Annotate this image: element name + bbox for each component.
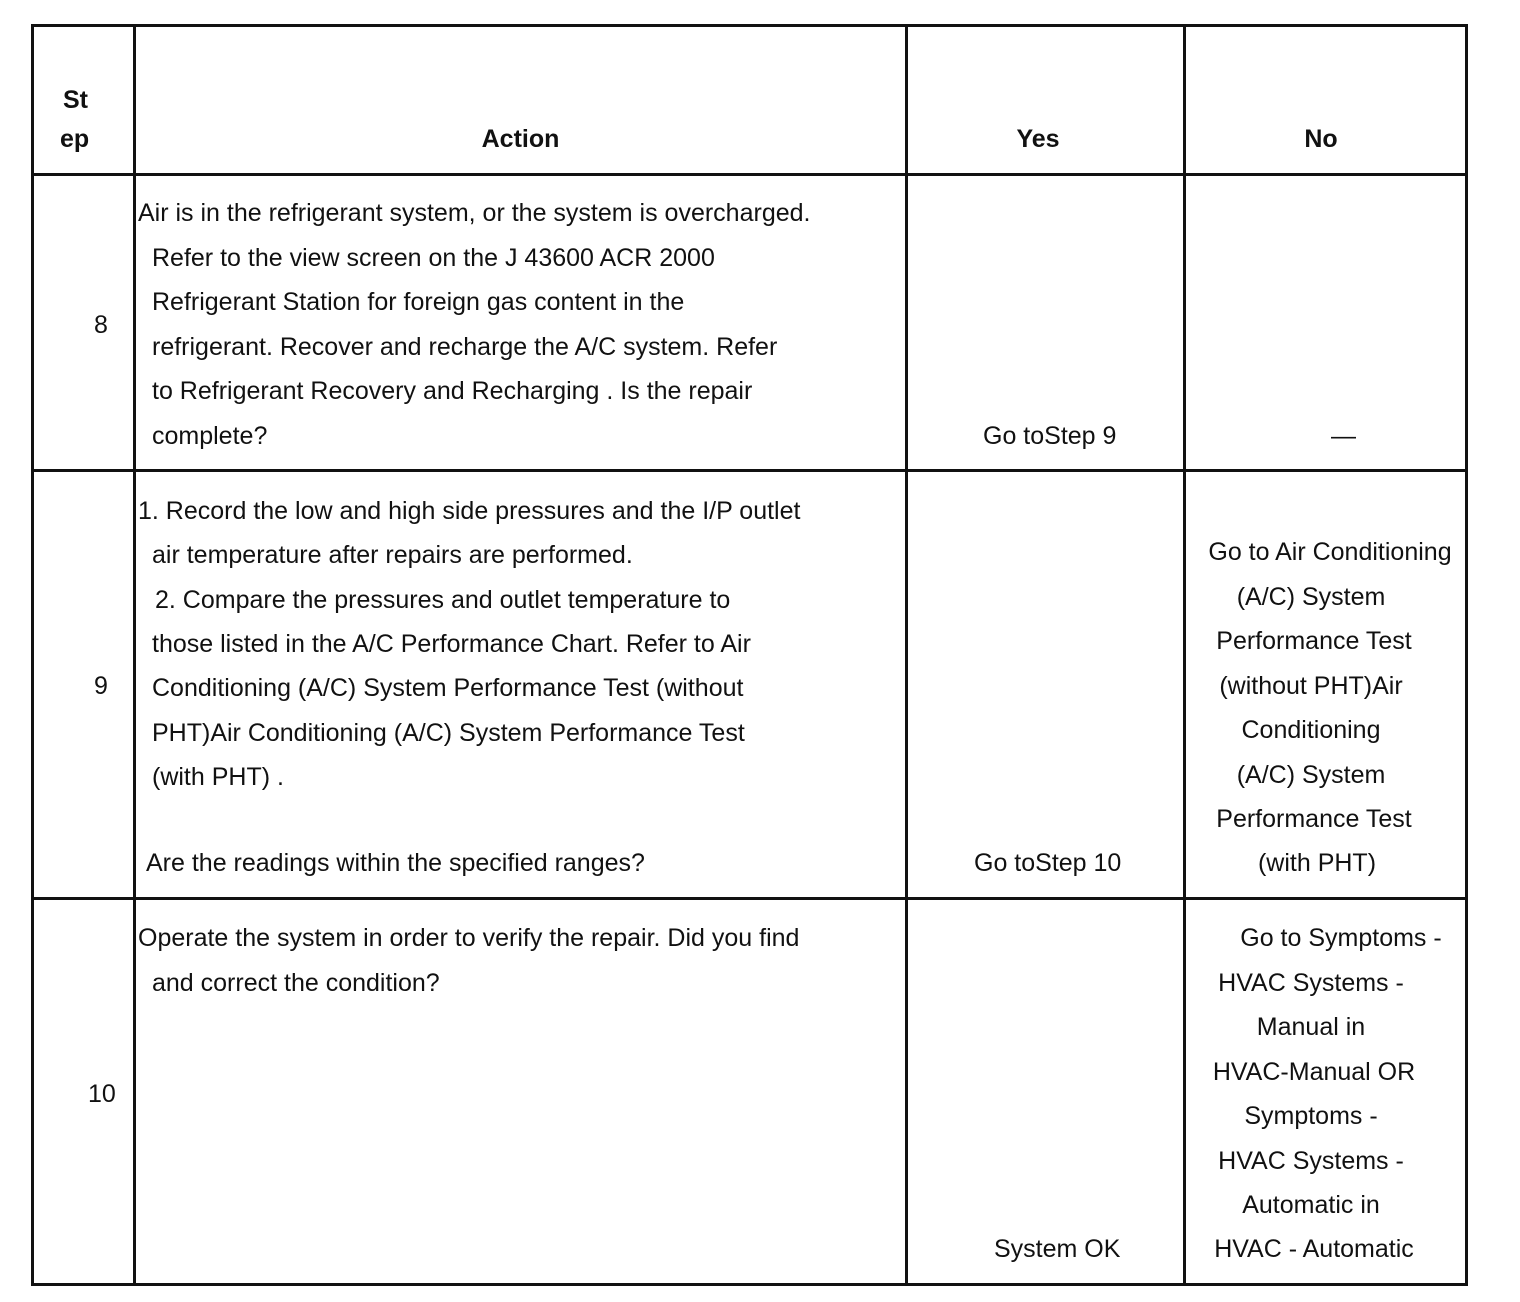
no-line: HVAC - Automatic <box>1214 1235 1414 1263</box>
no-line: (A/C) System <box>1236 761 1386 789</box>
no-line: Automatic in <box>1242 1191 1380 1219</box>
row-divider <box>31 469 1468 472</box>
row-divider <box>31 897 1468 900</box>
action-line: and correct the condition? <box>152 969 440 997</box>
table-border-right <box>1465 24 1468 1286</box>
action-line: (with PHT) . <box>152 763 284 791</box>
column-divider <box>133 24 136 1286</box>
action-line: air temperature after repairs are performed. <box>152 541 633 569</box>
column-divider <box>905 24 908 1286</box>
action-line: complete? <box>152 422 268 450</box>
table-border-bottom <box>31 1283 1468 1286</box>
no-result: — <box>1331 422 1356 450</box>
action-question: Are the readings within the specified ranges? <box>146 849 645 877</box>
no-line: Performance Test <box>1216 627 1412 655</box>
no-line: (A/C) System <box>1236 583 1386 611</box>
action-line: Operate the system in order to verify the repair. Did you find <box>138 924 800 952</box>
header-divider <box>31 173 1468 176</box>
header-step-line1: St <box>63 86 88 114</box>
no-line: (without PHT)Air <box>1219 672 1403 700</box>
action-line: refrigerant. Recover and recharge the A/C system. Refer <box>152 333 778 361</box>
no-line: HVAC-Manual OR <box>1212 1058 1416 1086</box>
action-line: those listed in the A/C Performance Chart. Refer to Air <box>152 630 751 658</box>
no-line: HVAC Systems - <box>1218 1147 1404 1175</box>
no-line: Conditioning <box>1241 716 1381 744</box>
action-line: Refrigerant Station for foreign gas content in the <box>152 288 685 316</box>
action-line: to Refrigerant Recovery and Recharging . Is the repair <box>152 377 753 405</box>
no-line: HVAC Systems - <box>1218 969 1404 997</box>
action-line: 2. Compare the pressures and outlet temperature to <box>155 586 731 614</box>
no-line: Go to Symptoms - <box>1240 924 1442 952</box>
no-line: Go to Air Conditioning <box>1208 538 1452 566</box>
action-line: 1. Record the low and high side pressures and the I/P outlet <box>138 497 801 525</box>
header-yes: Yes <box>1016 125 1060 153</box>
no-line: (with PHT) <box>1257 849 1377 877</box>
yes-result: Go toStep 9 <box>983 422 1117 450</box>
step-number: 8 <box>94 311 108 339</box>
no-line: Performance Test <box>1216 805 1412 833</box>
table-border-top <box>31 24 1468 27</box>
no-line: Symptoms - <box>1244 1102 1378 1130</box>
action-line: Air is in the refrigerant system, or the system is overcharged. <box>138 199 811 227</box>
action-line: Conditioning (A/C) System Performance Test (without <box>152 674 744 702</box>
header-no: No <box>1304 125 1338 153</box>
yes-result: System OK <box>994 1235 1121 1263</box>
step-number: 9 <box>94 672 108 700</box>
step-number: 10 <box>88 1080 116 1108</box>
no-line: Manual in <box>1256 1013 1366 1041</box>
action-line: PHT)Air Conditioning (A/C) System Performance Test <box>152 719 745 747</box>
header-action: Action <box>481 125 560 153</box>
yes-result: Go toStep 10 <box>974 849 1122 877</box>
table-border-left <box>31 24 34 1286</box>
header-step-line2: ep <box>60 125 90 153</box>
action-line: Refer to the view screen on the J 43600 ACR 2000 <box>152 244 715 272</box>
